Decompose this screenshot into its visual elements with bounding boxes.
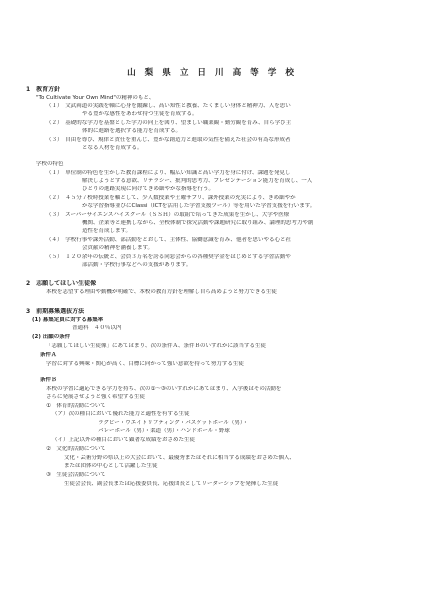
- feature-1-line-1: （１） 単位制の特色を生かした教育課程により、幅広い知識と高い学力を身に付け、課題を発見し: [46, 170, 291, 176]
- condition-b-line-1: 本校の学習に適応できる学力を持ち、次の①～③のいずれかにあてはまり、入学後はその活動を: [46, 386, 282, 392]
- feature-2-line-2: かな学習指導並びにClassi（ICTを活用した学習支援ツール）等を用いた学習支援を行います。: [82, 203, 316, 209]
- policy-item-1-line-2: やる豊かな感性をあわせ持つ生徒を育成する。: [82, 111, 198, 117]
- activity-sports-b: （イ）上記以外の種目において顕著な成績をおさめた生徒: [52, 437, 196, 443]
- feature-5-line-2: 部活動・学校行事などへの支援があります。: [82, 262, 192, 268]
- activity-sports-list-2: バレーボール（男）・柔道（男）・ハンドボール・野球: [98, 428, 230, 434]
- subheading-conditions: (2) 出願の条件: [32, 334, 71, 340]
- condition-a-label: 条件Ａ: [40, 352, 57, 358]
- activity-sports-heading: ① 体育的活動について: [46, 403, 106, 409]
- feature-5-line-1: （５） １２０余年の伝統と、会員３万名を誇る同窓会からの各種奨学金をはじめとする学習活動や: [46, 254, 291, 260]
- feature-1-line-2: 解決しようとする意欲、リテラシー、批判的思考力、プレゼンテーション能力を育成し、一人: [82, 178, 313, 184]
- conditions-text: 「志願してほしい生徒像」にあてはまり、次の条件Ａ、条件Ｂのいずれかに該当する生徒: [46, 343, 267, 349]
- feature-3-line-2: 機関、企業等と連携しながら、全校体制で探究活動や課題研究に取り組み、論理的思考力や創: [82, 220, 314, 226]
- quota-value: 普通科 ４０％以内: [72, 325, 122, 331]
- feature-4-line-1: （４） 学校行事や課外活動、部活動をとおして、主体性、協働意識を育み、他者を思いやる心と社: [46, 237, 291, 243]
- condition-b-label: 条件Ｂ: [40, 377, 57, 383]
- activity-culture-line-2: または団体の中心として活躍した生徒: [64, 463, 158, 469]
- policy-item-1-line-1: （１） 文武両道の実践を軸に心身を鍛錬し、高い知性と教養、たくましい身体と精神力、人を思い: [46, 103, 291, 109]
- policy-intro: "To Cultivate Your Own Mind"の精神のもと、: [36, 95, 155, 101]
- policy-item-2-line-2: 体的に進路を選択する能力を育成する。: [82, 128, 182, 134]
- section-1-heading: 1 教育方針: [26, 86, 61, 93]
- activity-council-line: 生徒会会長、副会長または応援委員長、応援団長としてリーダーシップを発揮した生徒: [64, 481, 279, 487]
- policy-item-3-line-1: （３） 自由を尊び、規律と責任を重んじ、豊かな創造力と進取の気性を備えた社会の有為な形成者: [46, 137, 291, 143]
- condition-a-text: 学習に対する興味・関心が高く、目標に向かって強い意欲を持って努力する生徒: [46, 361, 244, 367]
- activity-culture-line-1: 文化・芸術分野の県以上の大会において、最優秀またはそれに相当する成績をおさめた個人、: [64, 455, 295, 461]
- activity-council-heading: ③ 生徒会活動について: [46, 472, 106, 478]
- section-2-heading: 2 志願してほしい生徒像: [26, 280, 97, 287]
- section-2-text: 本校を志望する理由や動機が明確で、本校の教育方針を理解し自ら高めようと努力できる生徒: [46, 289, 277, 295]
- condition-b-line-2: さらに発展させようと強く希望する生徒: [46, 394, 146, 400]
- activity-sports-list-1: ラグビー・ウエイトリフティング・バスケットボール（男）・: [98, 420, 249, 426]
- policy-item-2-line-1: （２） 基礎的な学力を基盤とした学力の向上を図り、望ましい職業観・勤労観を育み、自ら学び主: [46, 120, 292, 126]
- subheading-quota: (1) 募集定員に対する募集率: [32, 317, 104, 323]
- section-3-heading: 3 前期募集選抜方法: [26, 308, 85, 315]
- school-title: 山 梨 県 立 日 川 高 等 学 校: [127, 68, 297, 78]
- feature-4-line-2: 会貢献の精神を涵養します。: [82, 245, 154, 251]
- activity-sports-a: （ア）次の種目において優れた能力と適性を有する生徒: [52, 411, 190, 417]
- feature-2-line-1: （２） ４５分７校時授業を軸として、少人数授業や土曜サプリ、課外授業の充実により、きめ細やか: [46, 195, 296, 201]
- feature-1-line-3: ひとりの進路実現に向けてきめ細やかな指導を行う。: [82, 186, 215, 192]
- features-heading: 学校の特色: [36, 161, 64, 167]
- policy-item-3-line-2: となる人材を育成する。: [82, 145, 143, 151]
- activity-culture-heading: ② 文化的活動について: [46, 446, 106, 452]
- feature-3-line-1: （３） スーパーサイエンスハイスクール（ＳＳＨ）の取組で培ってきた成果を生かし、大学や医療: [46, 212, 290, 218]
- feature-3-line-3: 造性を育成します。: [82, 228, 132, 234]
